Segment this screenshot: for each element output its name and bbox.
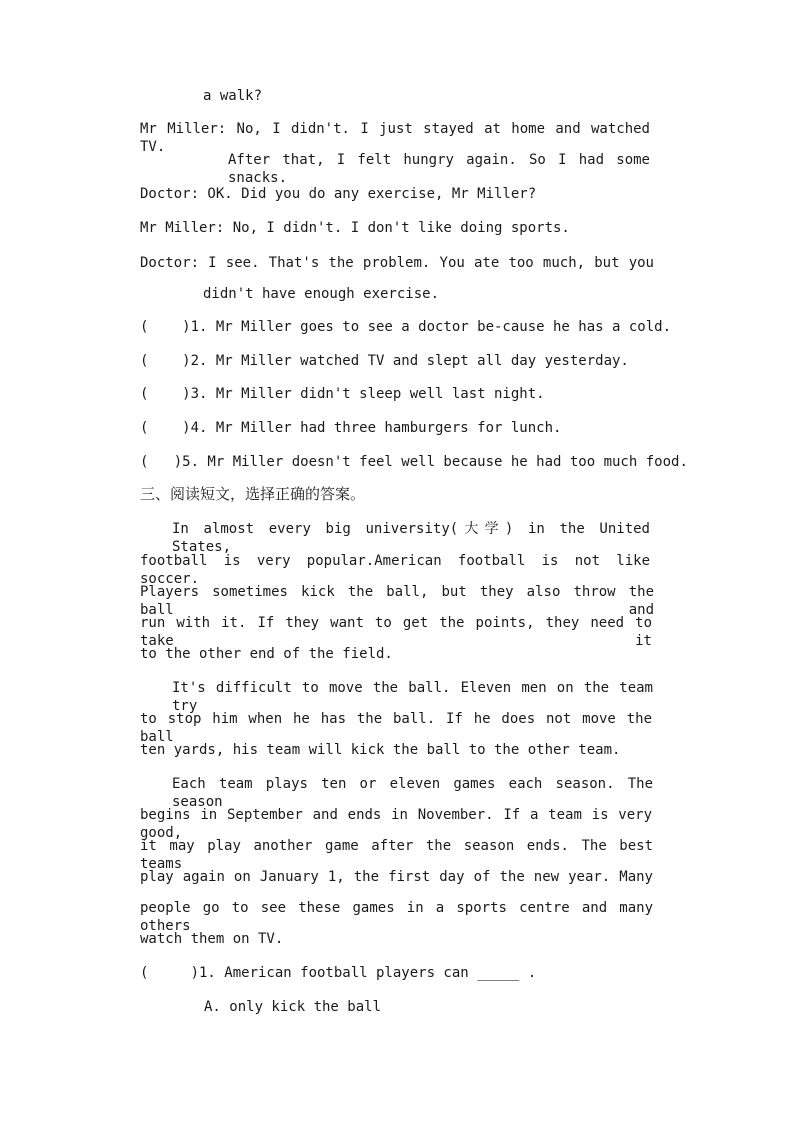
passage-line: to the other end of the field. <box>140 646 393 662</box>
passage-line: begins in September and ends in November. If a team is very good, <box>140 807 652 841</box>
passage-line: watch them on TV. <box>140 931 284 947</box>
passage-line: It's difficult to move the ball. Eleven men on the team try <box>172 680 653 714</box>
passage-line: ten yards, his team will kick the ball to the other team. <box>140 742 621 758</box>
passage-line: In almost every big university(大学) in the United States, <box>172 521 650 555</box>
passage-line: it may play another game after the season ends. The best teams <box>140 838 653 872</box>
judgment-question: ( )1. Mr Miller goes to see a doctor be-cause he has a cold. <box>140 319 672 335</box>
passage-line: play again on January 1, the first day of the new year. Many <box>140 869 653 885</box>
passage-line: Each team plays ten or eleven games each season. The season <box>172 776 653 810</box>
passage-line: Players sometimes kick the ball, but they also throw the ball and <box>140 584 654 618</box>
passage-line: run with it. If they want to get the points, they need to take it <box>140 615 652 649</box>
section-heading: 三、阅读短文，选择正确的答案。 <box>140 485 366 503</box>
passage-line: to stop him when he has the ball. If he does not move the ball <box>140 711 652 745</box>
judgment-question: ( )4. Mr Miller had three hamburgers for lunch. <box>140 420 562 436</box>
judgment-question: ( )2. Mr Miller watched TV and slept all day yesterday. <box>140 353 629 369</box>
passage-line: people go to see these games in a sports centre and many others <box>140 900 653 934</box>
choice-question: ( )1. American football players can _____ . <box>140 965 537 981</box>
judgment-question: ( )5. Mr Miller doesn't feel well because he had too much food. <box>140 454 688 470</box>
dialogue-line: Doctor: OK. Did you do any exercise, Mr Miller? <box>140 186 537 202</box>
dialogue-line: Doctor: I see. That's the problem. You ate too much, but you <box>140 255 654 271</box>
judgment-question: ( )3. Mr Miller didn't sleep well last night. <box>140 386 545 402</box>
dialogue-line: a walk? <box>203 88 263 104</box>
dialogue-line: didn't have enough exercise. <box>203 286 440 302</box>
passage-line: football is very popular.American football is not like soccer. <box>140 553 650 587</box>
dialogue-line: Mr Miller: No, I didn't. I just stayed at home and watched TV. <box>140 121 650 155</box>
dialogue-line: Mr Miller: No, I didn't. I don't like doing sports. <box>140 220 570 236</box>
answer-option: A. only kick the ball <box>204 999 382 1015</box>
dialogue-line: After that, I felt hungry again. So I had some snacks. <box>228 152 650 186</box>
